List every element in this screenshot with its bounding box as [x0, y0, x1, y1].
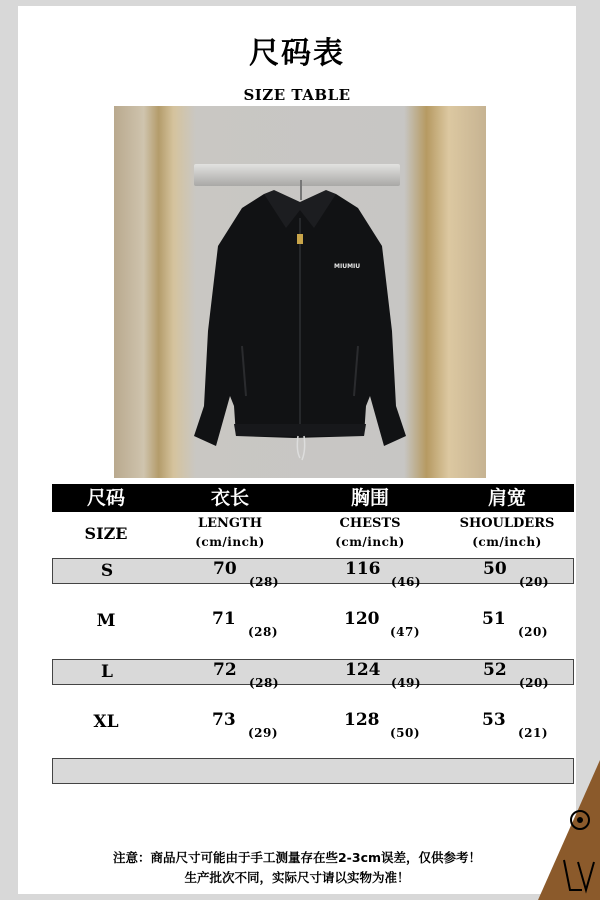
table-row: [52, 659, 574, 690]
page-title: 尺码表: [249, 36, 345, 71]
header-chest-cn: 胸围: [350, 487, 389, 509]
header-length-cn: 衣长: [210, 487, 249, 509]
table-row: [52, 609, 574, 639]
shoulder-cm: 53: [482, 710, 506, 730]
table-header-en: [52, 514, 574, 562]
shoulder-cm: 52: [483, 660, 507, 680]
table-row: [52, 558, 574, 589]
length-cm: 70: [213, 559, 237, 579]
length-inch: (28): [248, 625, 279, 639]
header-chest-en: CHESTS: [339, 516, 401, 531]
empty-row: [52, 758, 574, 784]
table-header-cn: [52, 484, 574, 512]
note-line-1: 注意：商品尺寸可能由于手工测量存在些2-3cm误差，仅供参考！: [112, 850, 482, 865]
page-subtitle: SIZE TABLE: [243, 86, 351, 104]
shoulder-inch: (21): [518, 726, 549, 740]
chest-cm: 124: [345, 660, 381, 680]
shoulder-cm: 51: [482, 609, 506, 629]
chest-cm: 116: [345, 559, 381, 579]
header-chest-unit: (cm/inch): [335, 535, 405, 549]
length-inch: (28): [249, 575, 280, 589]
row-size: S: [100, 561, 114, 581]
product-photo: [114, 106, 486, 478]
length-cm: 71: [212, 609, 236, 629]
chest-inch: (47): [390, 625, 421, 639]
length-cm: 73: [212, 710, 236, 730]
chest-inch: (49): [391, 676, 422, 690]
note-line-2: 生产批次不同，实际尺寸请以实物为准！: [184, 870, 410, 885]
row-size: L: [101, 662, 113, 682]
shoulder-cm: 50: [483, 559, 507, 579]
row-size: XL: [93, 712, 119, 732]
header-shoulder-unit: (cm/inch): [472, 535, 542, 549]
header-size-en: SIZE: [84, 524, 128, 543]
chest-cm: 128: [344, 710, 380, 730]
shoulder-inch: (20): [519, 575, 550, 589]
jacket-image: [114, 106, 486, 478]
header-length-unit: (cm/inch): [195, 535, 265, 549]
brand-logo-corner: [520, 750, 600, 900]
header-size-cn: 尺码: [86, 487, 125, 509]
table-row: [52, 710, 574, 740]
length-cm: 72: [213, 660, 237, 680]
header-shoulder-cn: 肩宽: [487, 487, 526, 509]
shoulder-inch: (20): [518, 625, 549, 639]
shoulder-inch: (20): [519, 676, 550, 690]
header-length-en: LENGTH: [198, 516, 262, 531]
length-inch: (29): [248, 726, 279, 740]
size-chart-sheet: [18, 6, 576, 894]
brand-text: MIUMIU: [334, 263, 361, 270]
length-inch: (28): [249, 676, 280, 690]
chest-inch: (50): [390, 726, 421, 740]
header-shoulder-en: SHOULDERS: [459, 516, 555, 531]
row-size: M: [96, 611, 116, 631]
chest-cm: 120: [344, 609, 380, 629]
chest-inch: (46): [391, 575, 422, 589]
